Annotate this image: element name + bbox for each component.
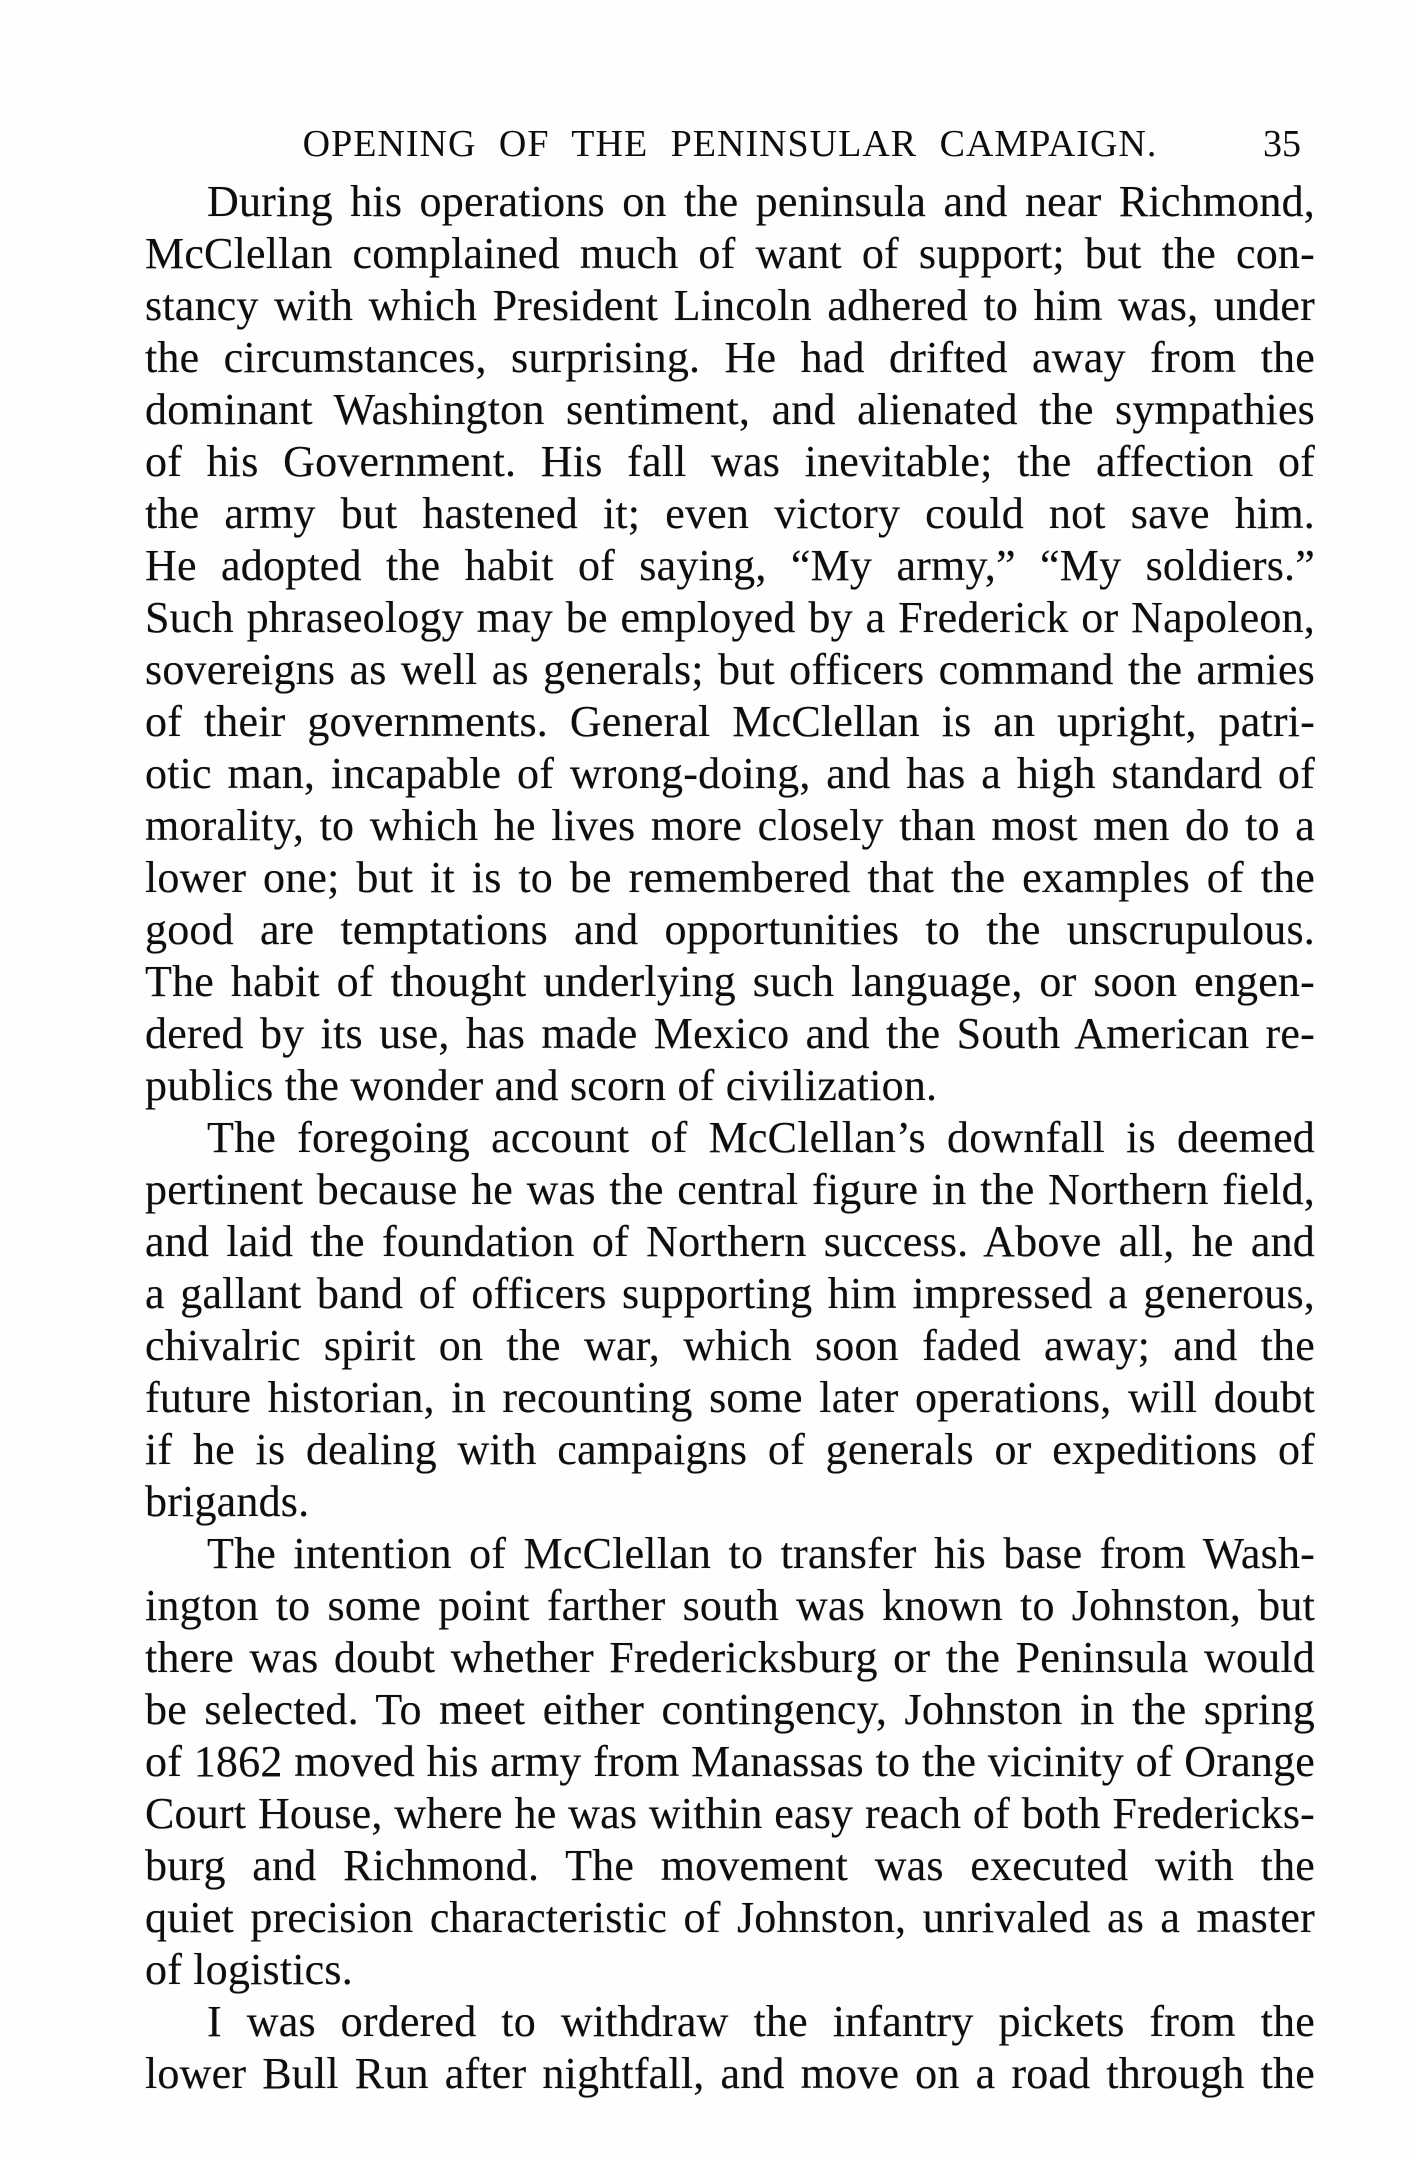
text-line: stancy with which President Lincoln adhered to him was, under <box>145 281 1315 330</box>
text-line: quiet precision characteristic of Johnston, unrivaled as a master <box>145 1893 1315 1942</box>
page-number: 35 <box>1263 123 1301 165</box>
text-line: sovereigns as well as generals; but officers command the armies <box>145 645 1315 694</box>
paragraph <box>145 176 1315 1112</box>
text-line: He adopted the habit of saying, “My army,” “My soldiers.” <box>145 541 1315 590</box>
text-line: The intention of McClellan to transfer his base from Wash- <box>207 1529 1315 1578</box>
text-line: of his Government. His fall was inevitable; the affection of <box>145 437 1315 486</box>
text-line: chivalric spirit on the war, which soon faded away; and the <box>145 1321 1315 1370</box>
text-line: lower Bull Run after nightfall, and move on a road through the <box>145 2049 1315 2098</box>
text-line: During his operations on the peninsula and near Richmond, <box>207 177 1315 226</box>
text-line: of 1862 moved his army from Manassas to the vicinity of Orange <box>145 1737 1315 1786</box>
paragraph <box>145 1528 1315 1996</box>
text-line: I was ordered to withdraw the infantry pickets from the <box>207 1997 1315 2046</box>
paragraph <box>145 1112 1315 1528</box>
text-line: ington to some point farther south was known to Johnston, but <box>145 1581 1315 1630</box>
text-line: the army but hastened it; even victory could not save him. <box>145 489 1315 538</box>
text-line: burg and Richmond. The movement was executed with the <box>145 1841 1315 1890</box>
running-header <box>145 118 1315 170</box>
text-line: of logistics. <box>145 1945 353 1994</box>
text-line: morality, to which he lives more closely than most men do to a <box>145 801 1315 850</box>
text-line: future historian, in recounting some later operations, will doubt <box>145 1373 1315 1422</box>
text-line: The foregoing account of McClellan’s downfall is deemed <box>207 1113 1315 1162</box>
running-head-title: OPENING OF THE PENINSULAR CAMPAIGN. <box>302 123 1158 165</box>
text-line: dered by its use, has made Mexico and the South American re- <box>145 1009 1315 1058</box>
text-line: Such phraseology may be employed by a Frederick or Napoleon, <box>145 593 1315 642</box>
text-line: there was doubt whether Fredericksburg or the Peninsula would <box>145 1633 1315 1682</box>
text-line: McClellan complained much of want of support; but the con- <box>145 229 1315 278</box>
text-line: The habit of thought underlying such language, or soon engen- <box>145 957 1315 1006</box>
text-line: the circumstances, surprising. He had drifted away from the <box>145 333 1315 382</box>
text-line: publics the wonder and scorn of civilization. <box>145 1061 938 1110</box>
paragraph <box>145 1996 1315 2100</box>
text-line: a gallant band of officers supporting him impressed a generous, <box>145 1269 1315 1318</box>
text-line: lower one; but it is to be remembered that the examples of the <box>145 853 1315 902</box>
page-body <box>145 176 1315 2100</box>
text-line: otic man, incapable of wrong-doing, and has a high standard of <box>145 749 1315 798</box>
text-line: Court House, where he was within easy reach of both Fredericks- <box>145 1789 1315 1838</box>
text-line: dominant Washington sentiment, and alienated the sympathies <box>145 385 1315 434</box>
text-line: good are temptations and opportunities to the unscrupulous. <box>145 905 1315 954</box>
text-line: if he is dealing with campaigns of generals or expeditions of <box>145 1425 1315 1474</box>
text-line: and laid the foundation of Northern success. Above all, he and <box>145 1217 1315 1266</box>
text-line: pertinent because he was the central figure in the Northern field, <box>145 1165 1315 1214</box>
text-line: of their governments. General McClellan is an upright, patri- <box>145 697 1315 746</box>
text-line: brigands. <box>145 1477 310 1526</box>
text-line: be selected. To meet either contingency, Johnston in the spring <box>145 1685 1315 1734</box>
